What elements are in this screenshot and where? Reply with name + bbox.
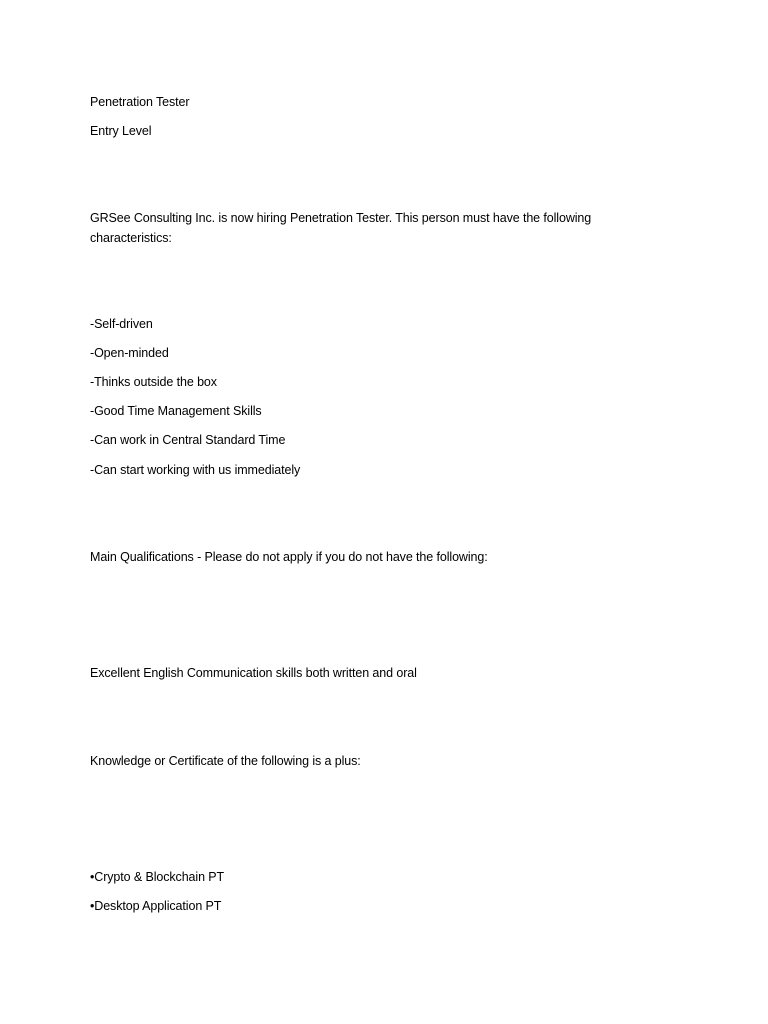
- plus-item: •Desktop Application PT: [90, 899, 222, 913]
- job-level: Entry Level: [90, 124, 152, 138]
- intro-paragraph: GRSee Consulting Inc. is now hiring Penetration Tester. This person must have the following characteristics:: [90, 211, 592, 245]
- main-qualifications-heading: Main Qualifications - Please do not apply if you do not have the following:: [90, 550, 488, 564]
- characteristic-item: -Open-minded: [90, 346, 169, 360]
- characteristic-item: -Good Time Management Skills: [90, 404, 262, 418]
- characteristic-item: -Can work in Central Standard Time: [90, 433, 286, 447]
- main-qualification-item: Excellent English Communication skills both written and oral: [90, 666, 417, 680]
- characteristic-item: -Self-driven: [90, 317, 153, 331]
- characteristic-item: -Thinks outside the box: [90, 375, 217, 389]
- characteristic-item: -Can start working with us immediately: [90, 463, 301, 477]
- job-title: Penetration Tester: [90, 95, 190, 109]
- plus-heading: Knowledge or Certificate of the following is a plus:: [90, 754, 361, 768]
- plus-item: •Crypto & Blockchain PT: [90, 870, 225, 884]
